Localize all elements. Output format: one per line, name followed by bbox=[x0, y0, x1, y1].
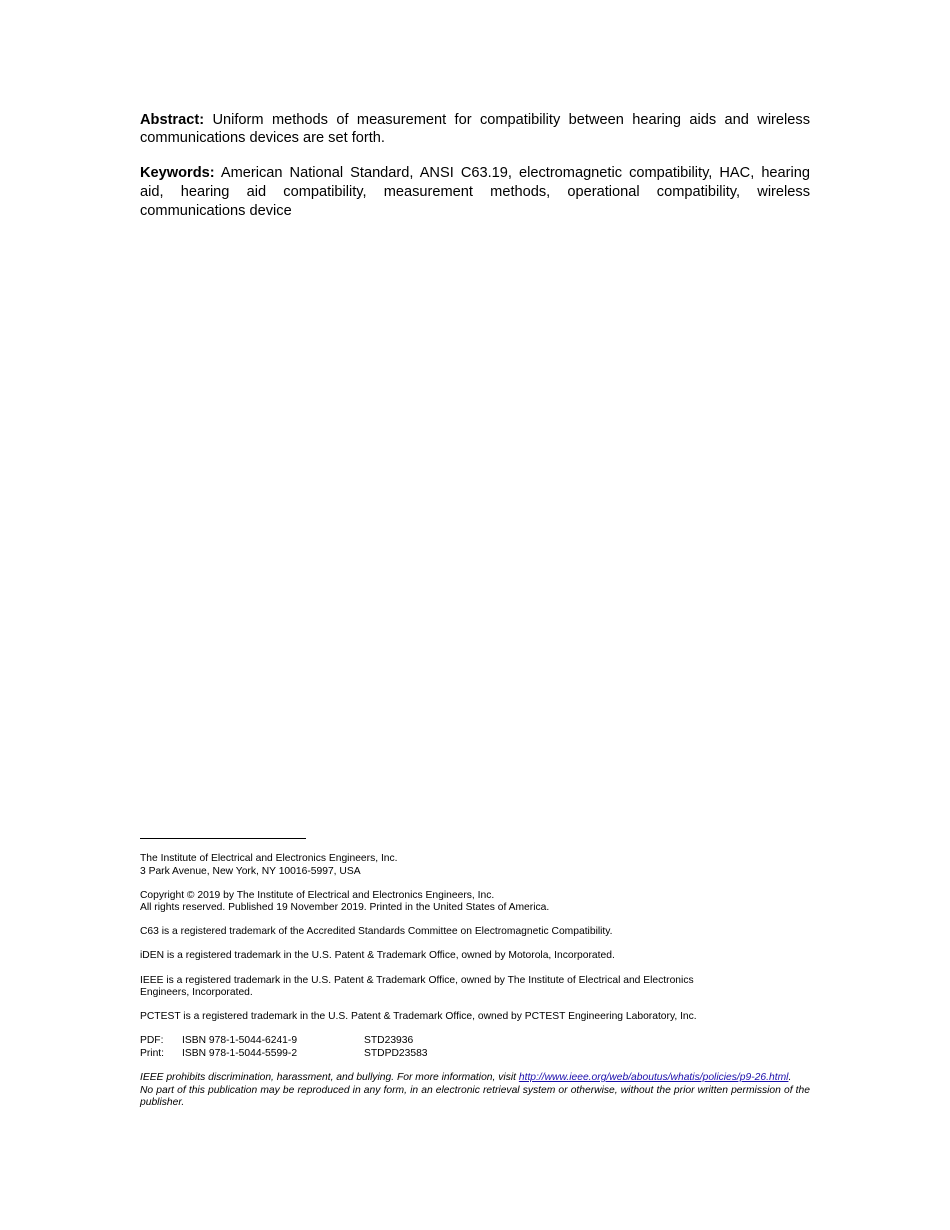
publisher-address: 3 Park Avenue, New York, NY 10016-5997, USA bbox=[140, 865, 361, 877]
isbn-std: STD23936 bbox=[364, 1035, 414, 1047]
keywords-label: Keywords: bbox=[140, 165, 215, 181]
copyright-footer bbox=[140, 853, 810, 1110]
isbn-format: Print: bbox=[140, 1047, 165, 1059]
rights-line: All rights reserved. Published 19 November 2019. Printed in the United States of America. bbox=[140, 902, 550, 914]
abstract-paragraph bbox=[140, 111, 810, 147]
isbn-row-print bbox=[140, 1048, 810, 1061]
keywords-paragraph bbox=[140, 164, 810, 221]
footnote-divider bbox=[140, 838, 306, 839]
publisher-name: The Institute of Electrical and Electronics Engineers, Inc. bbox=[140, 853, 398, 864]
notice-suffix: . bbox=[788, 1072, 792, 1084]
abstract-label: Abstract: bbox=[140, 112, 205, 128]
notice-prefix: IEEE prohibits discrimination, harassment, and bullying. For more information, visit bbox=[140, 1072, 519, 1084]
isbn-format: PDF: bbox=[140, 1035, 164, 1047]
isbn-number: ISBN 978-1-5044-6241-9 bbox=[182, 1035, 298, 1047]
publisher-block bbox=[140, 853, 810, 878]
policy-link[interactable]: http://www.ieee.org/web/aboutus/whatis/policies/p9-26.html bbox=[518, 1072, 789, 1084]
copyright-line: Copyright © 2019 by The Institute of Electrical and Electronics Engineers, Inc. bbox=[140, 889, 495, 901]
isbn-row-pdf bbox=[140, 1035, 810, 1048]
trademark-c63: C63 is a registered trademark of the Accredited Standards Committee on Electromagnetic Compatibility. bbox=[140, 926, 613, 938]
isbn-std: STDPD23583 bbox=[364, 1047, 428, 1059]
policy-notice bbox=[140, 1072, 810, 1110]
abstract-text: Uniform methods of measurement for compatibility between hearing aids and wireless communications devices are set forth. bbox=[140, 112, 810, 146]
isbn-number: ISBN 978-1-5044-5599-2 bbox=[182, 1047, 298, 1059]
trademark-ieee: IEEE is a registered trademark in the U.S. Patent & Trademark Office, owned by The Institute of Electrical and Electronics Engineers, Incorporated. bbox=[140, 974, 694, 999]
isbn-block bbox=[140, 1035, 810, 1060]
trademark-iden: iDEN is a registered trademark in the U.S. Patent & Trademark Office, owned by Motorola, Incorporated. bbox=[140, 950, 615, 962]
trademark-pctest: PCTEST is a registered trademark in the U.S. Patent & Trademark Office, owned by PCTEST Engineering Laboratory, Inc. bbox=[140, 1011, 697, 1023]
keywords-text: American National Standard, ANSI C63.19, electromagnetic compatibility, HAC, hearing aid, hearing aid compatibility, measurement methods, operational compatibility, wireless communications device bbox=[140, 165, 810, 219]
copyright-block bbox=[140, 890, 810, 915]
notice-rest: No part of this publication may be reproduced in any form, in an electronic retrieval system or otherwise, without the prior written permission of the publisher. bbox=[140, 1084, 810, 1109]
